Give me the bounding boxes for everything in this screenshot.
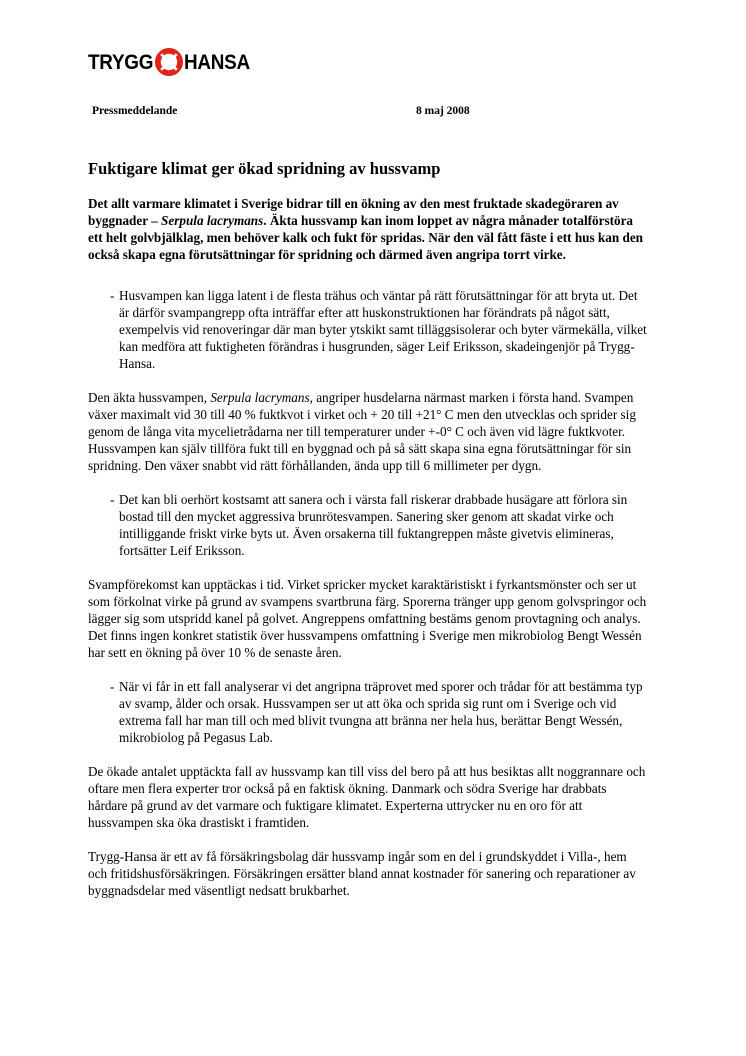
release-date: 8 maj 2008 xyxy=(416,105,470,117)
list-dash: - xyxy=(110,288,115,303)
para1-species-name: Serpula lacrymans xyxy=(210,390,310,405)
quote-text-2: Det kan bli oerhört kostsamt att sanera och i värsta fall riskerar drabbade husägare att förlora sin bostad till den mycket aggressiva brunrötesvampen. Sanering sker genom att skadat virke och intilliggande friskt virke byts ut. Även orsakerna till fuktangreppen måste givetvis elimineras, fortsätter Leif Eriksson. xyxy=(119,492,628,558)
quote-text-3: När vi får in ett fall analyserar vi det angripna träprovet med sporer och trådar för att bestämma typ av svamp, ålder och orsak. Hussvampen ser ut att öka och sprida sig runt om i Sverige och vid extrema fall har man till och med blivit tvungna att bränna ner hela hus, berättar Bengt Wessén, mikrobiolog på Pegasus Lab. xyxy=(119,679,643,745)
para1-text-1: Den äkta hussvampen, xyxy=(88,390,211,405)
article-body xyxy=(88,195,648,916)
quote-block-3 xyxy=(88,678,648,746)
quote-block-2 xyxy=(88,491,648,559)
lead-text-1: Det allt varmare klimatet i Sverige bidrar till en ökning av den mest fruktade skadegöraren av byggnader – xyxy=(88,196,619,228)
quote-block-1 xyxy=(88,287,648,372)
logo-word-trygg: TRYGG xyxy=(88,50,154,74)
page-title: Fuktigare klimat ger ökad spridning av hussvamp xyxy=(88,159,441,178)
para1-text-2: , angriper husdelarna närmast marken i första hand. Svampen växer maximalt vid 30 till 40 % fuktkvot i virket och + 20 till +21° C men den utvecklas och sprider sig genom de långa vita mycelietrådarna ner till temperaturer under +-0° C och även vid lägre fuktkvoter. Hussvampen kan själv tillföra fukt till en byggnad och på så sätt skapa sina egna förutsättningar för sin spridning. Den växer snabbt vid rätt förhållanden, ända upp till 6 millimeter per dygn. xyxy=(88,390,636,473)
quote-text-1: Husvampen kan ligga latent i de flesta trähus och väntar på rätt förutsättningar för att bryta ut. Det är därför svampangrepp ofta inträffar efter att huskonstruktionen har förändrats på något sätt, exempelvis vid renoveringar där man byter ytskikt samt tilläggsisolerar och byter värmekälla, vilket kan medföra att fuktigheten förändras i husgrunden, säger Leif Eriksson, skadeingenjör på Trygg-Hansa. xyxy=(119,288,647,371)
company-logo xyxy=(88,47,258,77)
list-dash: - xyxy=(110,679,115,694)
lead-text-2: . Äkta hussvamp kan inom loppet av några månader totalförstöra ett helt golvbjälklag, men behöver kalk och fukt för spridas. När den väl fått fäste i ett hus kan den också skapa egna förutsättningar för spridning och därmed även angripa torrt virke. xyxy=(88,213,644,262)
body-paragraph-1 xyxy=(88,389,648,474)
press-release-label: Pressmeddelande xyxy=(92,105,178,117)
list-dash: - xyxy=(110,492,115,507)
lifebuoy-icon xyxy=(155,48,183,76)
lead-paragraph xyxy=(88,195,648,263)
body-paragraph-2: Svampförekomst kan upptäckas i tid. Virket spricker mycket karaktäristiskt i fyrkantsmönster och ser ut som förkolnat virke på grund av svampens svartbruna färg. Sporerna tränger upp genom golvspringor och lägger sig som utspridd kanel på golvet. Angreppens omfattning bestäms genom provtagning och analys. Det finns ingen konkret statistik över hussvampens omfattning i Sverige men mikrobiolog Bengt Wessén har sett en ökning på över 10 % de senaste åren. xyxy=(88,577,647,660)
lead-species-name: Serpula lacrymans xyxy=(161,213,264,228)
logo-word-hansa: HANSA xyxy=(184,50,251,74)
body-paragraph-4: Trygg-Hansa är ett av få försäkringsbolag där hussvamp ingår som en del i grundskyddet i Villa-, hem och fritidshusförsäkringen. Försäkringen ersätter bland annat kostnader för sanering och reparationer av byggnadsdelar med väsentligt nedsatt brukbarhet. xyxy=(88,849,636,898)
body-paragraph-3: De ökade antalet upptäckta fall av hussvamp kan till viss del bero på att hus besiktas allt noggrannare och oftare men flera experter tror också på en faktisk ökning. Danmark och södra Sverige har drabbats hårdare på grund av det varmare och fuktigare klimatet. Experterna uttrycker nu en oro för att hussvampen ska öka drastiskt i framtiden. xyxy=(88,764,646,830)
